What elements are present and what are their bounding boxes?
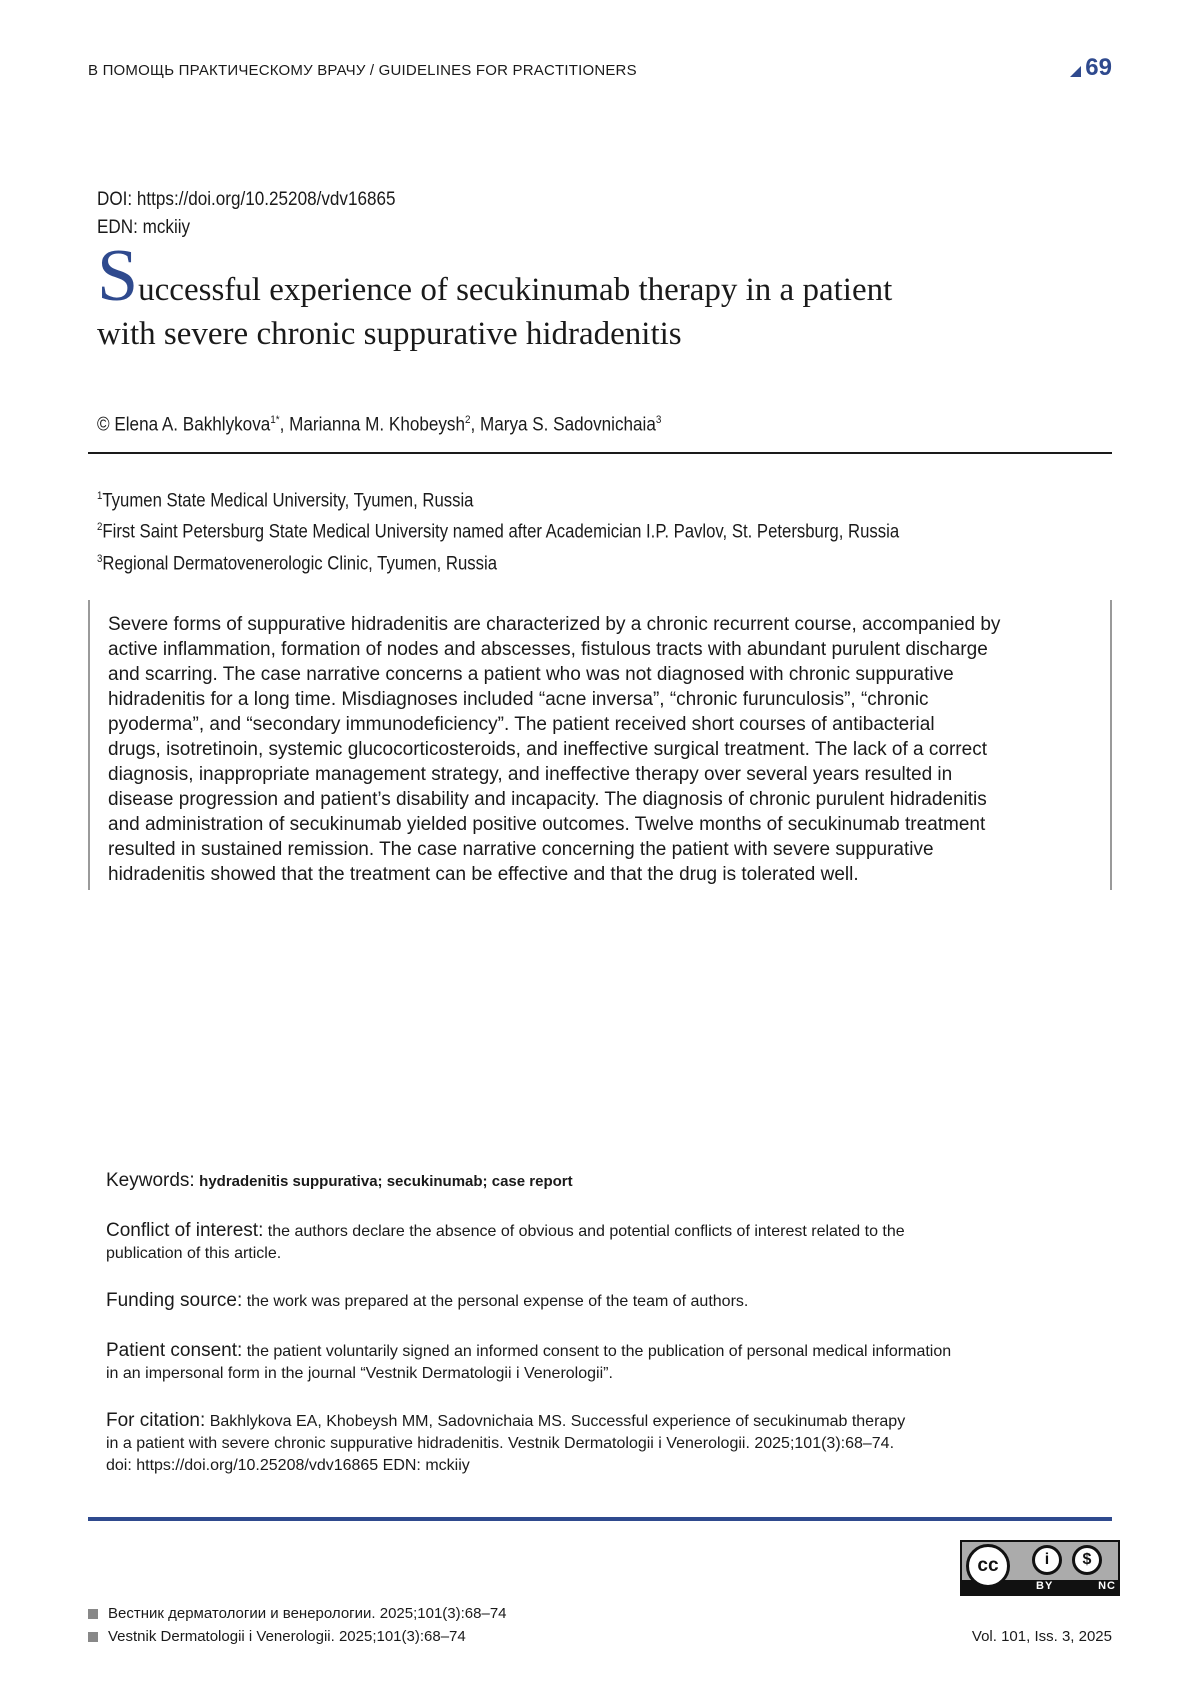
author-separator: , [279, 414, 290, 436]
author-3: Marya S. Sadovnichaia [479, 414, 656, 436]
citation-line-3[interactable]: doi: https://doi.org/10.25208/vdv16865 EDN: mckiiy [106, 1457, 470, 1474]
cc-by-label: BY [1036, 1580, 1054, 1592]
affiliation-item [97, 514, 899, 545]
triangle-icon [1070, 66, 1081, 77]
abstract-line: hidradenitis for a long time. Misdiagnoses included “acne inversa”, “chronic furunculosis”, “chronic [108, 689, 929, 710]
doi-line[interactable]: DOI: https://doi.org/10.25208/vdv16865 [97, 189, 396, 210]
page-number [1070, 54, 1112, 82]
funding-label: Funding source: [106, 1290, 243, 1311]
consent-line-2: in an impersonal form in the journal “Vestnik Dermatologii i Venerologii”. [106, 1365, 613, 1382]
affiliation-item [97, 546, 899, 577]
affiliations [97, 483, 899, 577]
affiliation-number: 1 [97, 490, 103, 502]
cc-badge-labels [1036, 1580, 1116, 1592]
abstract-line: pyoderma”, and “secondary immunodeficiency”. The patient received short courses of antibacterial [108, 714, 935, 735]
affiliation-number: 2 [97, 521, 103, 534]
consent-line-1: the patient voluntarily signed an informed consent to the publication of personal medical information [246, 1343, 952, 1360]
abstract-box [88, 600, 1112, 890]
footer-journal-ru [88, 1605, 507, 1622]
funding-value: the work was prepared at the personal expense of the team of authors. [246, 1293, 749, 1310]
affiliation-text: First Saint Petersburg State Medical University named after Academician I.P. Pavlov, St. Petersburg, Russia [102, 521, 900, 543]
citation-label: For citation: [106, 1410, 206, 1431]
running-header: В ПОМОЩЬ ПРАКТИЧЕСКОМУ ВРАЧУ / GUIDELINES FOR PRACTITIONERS [88, 62, 637, 79]
conflict-line-1: the authors declare the absence of obvious and potential conflicts of interest related to the [267, 1223, 905, 1240]
abstract-line: and administration of secukinumab yielded positive outcomes. Twelve months of secukinumab treatment [108, 814, 986, 835]
copyright-sign: © [97, 414, 115, 436]
patient-consent [106, 1340, 1106, 1385]
author-2: Marianna M. Khobeysh [289, 414, 465, 436]
funding-source [106, 1290, 1106, 1313]
author-separator: , [470, 414, 480, 436]
abstract-line: resulted in sustained remission. The case narrative concerning the patient with severe suppurative [108, 839, 934, 860]
footer-journal-en-text: Vestnik Dermatologii i Venerologii. 2025;101(3):68–74 [108, 1628, 466, 1645]
article-title [97, 235, 1097, 356]
title-divider [88, 452, 1112, 454]
noncommercial-icon: $ [1072, 1545, 1102, 1575]
keywords [106, 1170, 1106, 1193]
title-line-1: uccessful experience of secukinumab therapy in a patient [138, 272, 893, 308]
author-2-affil: 2 [464, 414, 471, 426]
conflict-line-2: publication of this article. [106, 1245, 282, 1262]
author-list [97, 414, 661, 436]
abstract-line: drugs, isotretinoin, systemic glucocorticosteroids, and ineffective surgical treatment. The lack of a correct [108, 739, 987, 760]
citation [106, 1410, 1106, 1477]
abstract-line: Severe forms of suppurative hidradenitis are characterized by a chronic recurrent course, accompanied by [108, 614, 1001, 635]
keywords-value: hydradenitis suppurativa; secukinumab; case report [199, 1173, 573, 1190]
attribution-icon: i [1032, 1545, 1062, 1575]
author-3-affil: 3 [655, 414, 662, 426]
conflict-label: Conflict of interest: [106, 1220, 264, 1241]
page-number-text: 69 [1085, 54, 1112, 81]
square-bullet-icon [88, 1632, 98, 1642]
author-1: Elena A. Bakhlykova [114, 414, 271, 436]
cc-license-badge[interactable] [960, 1540, 1120, 1596]
abstract-line: and scarring. The case narrative concerns a patient who was not diagnosed with chronic suppurative [108, 664, 954, 685]
edn-line: EDN: mckiiy [97, 217, 191, 238]
consent-label: Patient consent: [106, 1340, 243, 1361]
affiliation-text: Regional Dermatovenerologic Clinic, Tyumen, Russia [102, 552, 498, 574]
citation-line-1: Bakhlykova EA, Khobeysh MM, Sadovnichaia MS. Successful experience of secukinumab therapy [209, 1413, 906, 1430]
abstract-line: hidradenitis showed that the treatment can be effective and that the drug is tolerated well. [108, 864, 859, 885]
conflict-of-interest [106, 1220, 1106, 1265]
keywords-label: Keywords: [106, 1170, 195, 1191]
citation-line-2: in a patient with severe chronic suppurative hidradenitis. Vestnik Dermatologii i Venerologii. 2025;101(3):68–74. [106, 1435, 895, 1452]
article-identifiers [97, 186, 396, 242]
square-bullet-icon [88, 1609, 98, 1619]
affiliation-text: Tyumen State Medical University, Tyumen, Russia [102, 490, 474, 512]
footer-divider [88, 1517, 1112, 1521]
abstract-line: diagnosis, inappropriate management strategy, and ineffective therapy over several years resulted in [108, 764, 953, 785]
footer-volume: Vol. 101, Iss. 3, 2025 [971, 1628, 1112, 1645]
abstract-line: active inflammation, formation of nodes and abscesses, fistulous tracts with abundant purulent discharge [108, 639, 988, 660]
author-1-affil: 1* [270, 414, 280, 426]
title-drop-cap: S [97, 235, 139, 317]
affiliation-item [97, 483, 899, 514]
abstract-line: disease progression and patient’s disability and incapacity. The diagnosis of chronic purulent hidradenitis [108, 789, 987, 810]
affiliation-number: 3 [97, 552, 103, 565]
title-line-2: with severe chronic suppurative hidradenitis [97, 316, 682, 352]
cc-nc-label: NC [1098, 1580, 1116, 1592]
cc-icon: cc [966, 1544, 1010, 1588]
footer-journal-ru-text: Вестник дерматологии и венерологии. 2025;101(3):68–74 [108, 1605, 507, 1622]
footer-journal-en [88, 1628, 466, 1645]
